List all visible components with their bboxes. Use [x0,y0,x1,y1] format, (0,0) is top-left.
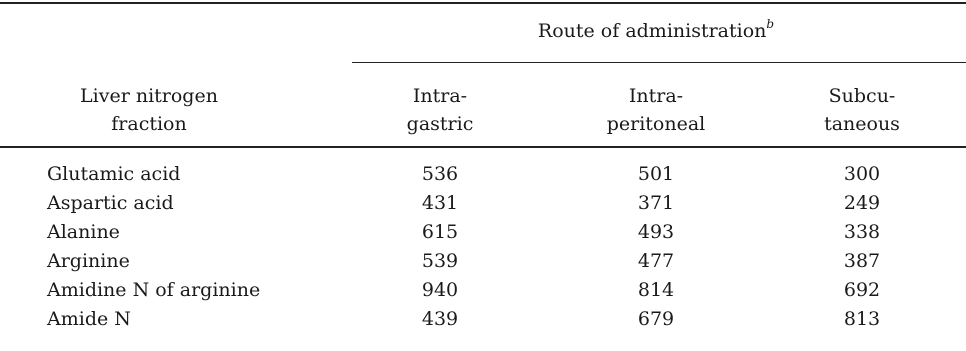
column-header-line1: Intra- [412,85,468,107]
row-label: Amidine N of arginine [47,279,261,301]
cell-subcutaneous: 692 [843,279,881,301]
column-header-line1: Subcu- [828,85,896,107]
row-label: Arginine [47,250,130,272]
spanner-header [537,17,775,42]
cell-intraperitoneal: 814 [637,279,675,301]
cell-intragastric: 539 [421,250,459,272]
column-header-intraperitoneal [607,85,706,135]
row-label: Aspartic acid [47,192,174,214]
cell-intraperitoneal: 477 [637,250,675,272]
row-header-line1: Liver nitrogen [80,85,218,107]
row-label: Alanine [47,221,120,243]
column-header-line2: taneous [824,113,900,135]
cell-intragastric: 940 [421,279,459,301]
column-header-line2: gastric [406,113,474,135]
row-header [80,85,218,135]
cell-intragastric: 439 [421,308,459,330]
row-label: Amide N [47,308,131,330]
column-header-line1: Intra- [628,85,684,107]
cell-intraperitoneal: 679 [637,308,675,330]
cell-subcutaneous: 300 [843,163,881,185]
cell-intraperitoneal: 501 [637,163,675,185]
cell-intragastric: 615 [421,221,459,243]
cell-subcutaneous: 338 [843,221,881,243]
spanner-header-text: Route of administration [537,20,767,42]
column-header-subcutaneous [824,85,900,135]
cell-subcutaneous: 387 [843,250,881,272]
top-rule [0,2,966,4]
column-header-line2: peritoneal [606,113,706,135]
cell-intraperitoneal: 371 [637,192,675,214]
cell-intragastric: 431 [421,192,459,214]
cell-subcutaneous: 813 [843,308,881,330]
footnote-marker: b [766,17,775,31]
header-rule [0,146,966,148]
spanner-rule [352,62,966,63]
cell-subcutaneous: 249 [843,192,881,214]
row-header-line2: fraction [111,113,187,135]
cell-intragastric: 536 [421,163,459,185]
cell-intraperitoneal: 493 [637,221,675,243]
row-label: Glutamic acid [47,163,181,185]
column-header-intragastric [407,85,474,135]
